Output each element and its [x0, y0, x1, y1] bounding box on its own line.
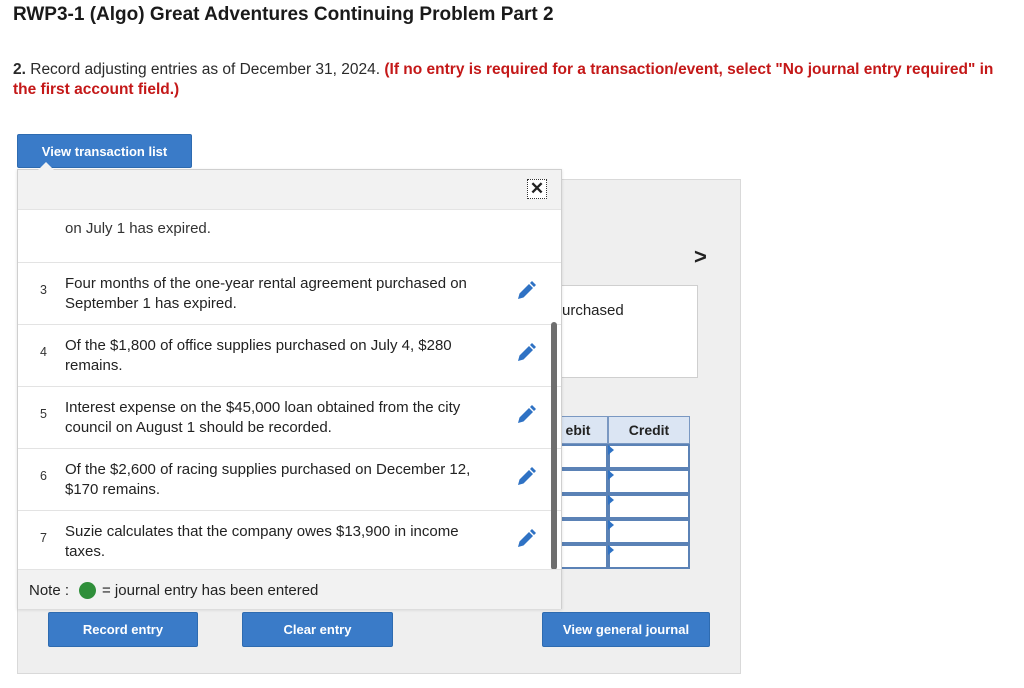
clear-entry-button[interactable]: Clear entry: [242, 612, 393, 647]
transaction-number: 3: [40, 283, 47, 297]
credit-input[interactable]: [608, 519, 690, 544]
pencil-icon[interactable]: [514, 527, 538, 551]
credit-input[interactable]: [608, 469, 690, 494]
transaction-number: 6: [40, 469, 47, 483]
journal-row: [548, 519, 690, 544]
popup-header: [18, 170, 561, 210]
credit-input[interactable]: [608, 444, 690, 469]
debit-header: ebit: [548, 416, 608, 444]
entered-status-dot-icon: [79, 582, 96, 599]
transaction-item: [18, 510, 561, 572]
transaction-item: [18, 448, 561, 510]
journal-entry-table: [548, 416, 690, 569]
transaction-number: 7: [40, 531, 47, 545]
instruction-number: 2.: [13, 61, 26, 78]
view-general-journal-button[interactable]: View general journal: [542, 612, 710, 647]
note-label: Note :: [29, 582, 70, 599]
transaction-number: 5: [40, 407, 47, 421]
credit-input[interactable]: [608, 494, 690, 519]
transaction-text: Interest expense on the $45,000 loan obtained from the city council on August 1 should be recorded.: [65, 399, 461, 436]
journal-row: [548, 494, 690, 519]
instruction-emphasis: (If no entry is required for a transaction/event, select "No journal entry required" in the first account field.): [13, 61, 994, 98]
close-icon[interactable]: ✕: [527, 179, 547, 199]
transaction-description-box: [548, 285, 698, 378]
note-text: = journal entry has been entered: [102, 582, 319, 599]
journal-row: [548, 469, 690, 494]
pencil-icon[interactable]: [514, 465, 538, 489]
transaction-item: [18, 324, 561, 386]
transaction-text: Of the $1,800 of office supplies purchased on July 4, $280 remains.: [65, 337, 452, 374]
instructions: [13, 60, 1003, 100]
scrollbar[interactable]: [551, 322, 557, 570]
transaction-number: 4: [40, 345, 47, 359]
transaction-text: Suzie calculates that the company owes $13,900 in income taxes.: [65, 523, 459, 560]
credit-header: Credit: [608, 416, 690, 444]
credit-input[interactable]: [608, 544, 690, 569]
pencil-icon[interactable]: [514, 279, 538, 303]
pencil-icon[interactable]: [514, 403, 538, 427]
partial-transaction-text: on July 1 has expired.: [65, 220, 211, 237]
journal-row: [548, 544, 690, 569]
instruction-text: Record adjusting entries as of December 31, 2024.: [25, 61, 385, 78]
record-entry-button[interactable]: Record entry: [48, 612, 198, 647]
transaction-text: Four months of the one-year rental agreement purchased on September 1 has expired.: [65, 275, 467, 312]
transaction-item: [18, 262, 561, 324]
transaction-text: Of the $2,600 of racing supplies purchased on December 12, $170 remains.: [65, 461, 471, 498]
page-title: RWP3-1 (Algo) Great Adventures Continuing Problem Part 2: [13, 4, 554, 25]
popup-pointer: [38, 162, 54, 170]
note-row: [18, 569, 561, 609]
journal-row: [548, 444, 690, 469]
transaction-list-popup: [17, 169, 562, 609]
transaction-item: [18, 386, 561, 448]
pencil-icon[interactable]: [514, 341, 538, 365]
transaction-list: [18, 211, 561, 569]
journal-table-header: [548, 416, 690, 444]
view-transaction-list-button[interactable]: View transaction list: [17, 134, 192, 168]
transaction-description-fragment: urchased: [562, 302, 624, 319]
next-transaction-icon[interactable]: >: [694, 244, 707, 269]
